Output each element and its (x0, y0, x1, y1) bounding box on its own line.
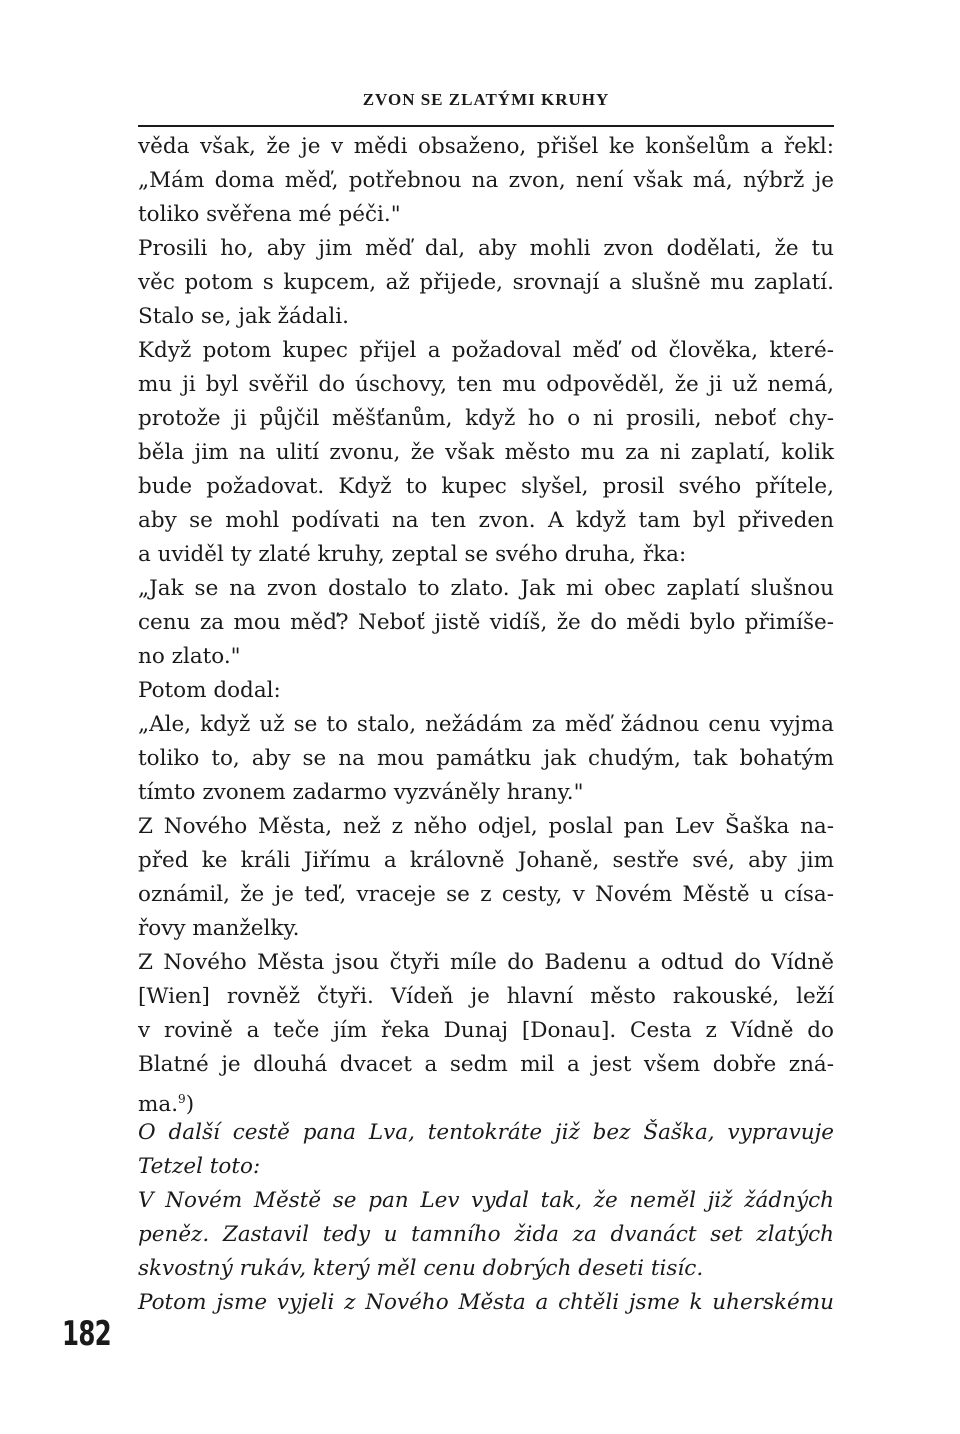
text-line: protože ji půjčil měšťanům, když ho o ni prosili, neboť chy- (138, 406, 834, 431)
text-line-footnote (138, 1082, 834, 1116)
text-line: běla jim na ulití zvonu, že však město mu za ni zaplatí, kolik (138, 440, 834, 465)
body-text (138, 130, 834, 1320)
text-line: Z Nového Města jsou čtyři míle do Badenu a odtud do Vídně (138, 950, 834, 975)
text-line: aby se mohl podívati na ten zvon. A když tam byl přiveden (138, 508, 834, 533)
text-line: mu ji byl svěřil do úschovy, ten mu odpověděl, že ji už nemá, (138, 372, 834, 397)
text-line: „Ale, když už se to stalo, nežádám za měď žádnou cenu vyjma (138, 712, 834, 737)
page-number: 182 (62, 1314, 111, 1354)
text-line: „Jak se na zvon dostalo to zlato. Jak mi obec zaplatí slušnou (138, 576, 834, 601)
text-line: Potom dodal: (138, 678, 281, 703)
text-line: toliko svěřena mé péči." (138, 202, 401, 227)
text-line: tímto zvonem zadarmo vyzváněly hrany." (138, 780, 584, 805)
text-line: a uviděl ty zlaté kruhy, zeptal se svého druha, řka: (138, 542, 687, 567)
text-line: cenu za mou měď? Neboť jistě vidíš, že do mědi bylo přimíše- (138, 610, 834, 635)
text-line: „Mám doma měď, potřebnou na zvon, není však má, nýbrž je (138, 168, 834, 193)
text-line: Prosili ho, aby jim měď dal, aby mohli zvon dodělati, že tu (138, 236, 834, 261)
text-line: v rovině a teče jím řeka Dunaj [Donau]. Cesta z Vídně do (138, 1018, 834, 1043)
text-line: Blatné je dlouhá dvacet a sedm mil a jest všem dobře zná- (138, 1052, 834, 1077)
text-line: řovy manželky. (138, 916, 300, 941)
footnote-close: ) (185, 1092, 195, 1118)
italic-line: Tetzel toto: (138, 1154, 261, 1179)
text-line: před ke králi Jiřímu a královně Johaně, sestře své, aby jim (138, 848, 834, 873)
italic-line: V Novém Městě se pan Lev vydal tak, že neměl již žádných (138, 1188, 834, 1213)
text-line: věda však, že je v mědi obsaženo, přišel ke konšelům a řekl: (138, 134, 834, 159)
header-rule (138, 125, 834, 127)
text-line: [Wien] rovněž čtyři. Vídeň je hlavní město rakouské, leží (138, 984, 834, 1009)
text-line: bude požadovat. Když to kupec slyšel, prosil svého přítele, (138, 474, 834, 499)
text-line: oznámil, že je teď, vraceje se z cesty, v Novém Městě u císa- (138, 882, 834, 907)
footnote-text: ma. (138, 1092, 179, 1118)
text-line: toliko to, aby se na mou památku jak chudým, tak bohatým (138, 746, 834, 771)
footnote-marker: 9 (178, 1092, 186, 1106)
running-header: ZVON SE ZLATÝMI KRUHY (362, 90, 610, 109)
text-line: věc potom s kupcem, až přijede, srovnají a slušně mu zaplatí. (138, 270, 834, 295)
italic-line: peněz. Zastavil tedy u tamního žida za dvanáct set zlatých (138, 1222, 834, 1247)
text-line: no zlato." (138, 644, 241, 669)
text-line: Stalo se, jak žádali. (138, 304, 349, 329)
italic-line: O další cestě pana Lva, tentokráte již bez Šaška, vypravuje (138, 1120, 834, 1145)
text-line: Když potom kupec přijel a požadoval měď od člověka, které- (138, 338, 834, 363)
italic-line: Potom jsme vyjeli z Nového Města a chtěli jsme k uherskému (138, 1290, 834, 1315)
text-line: Z Nového Města, než z něho odjel, poslal pan Lev Šaška na- (138, 814, 834, 839)
italic-line: skvostný rukáv, který měl cenu dobrých deseti tisíc. (138, 1256, 704, 1281)
